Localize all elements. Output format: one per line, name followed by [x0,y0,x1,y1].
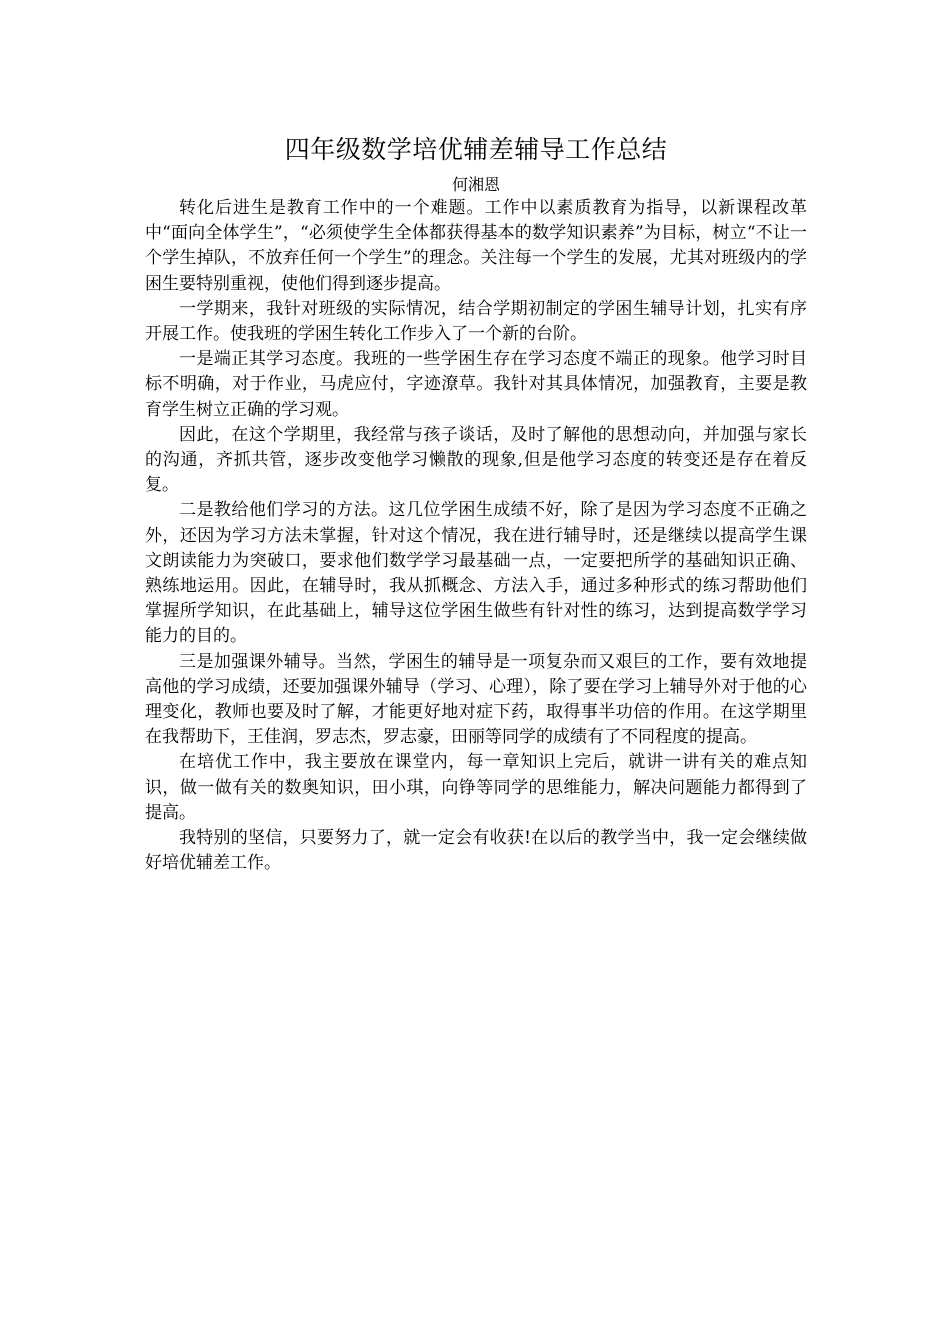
paragraph-8: 我特别的坚信，只要努力了，就一定会有收获!在以后的教学当中，我一定会继续做好培优辅差工作。 [145,828,807,874]
paragraph-2: 一学期来，我针对班级的实际情况，结合学期初制定的学困生辅导计划，扎实有序开展工作。使我班的学困生转化工作步入了一个新的台阶。 [145,298,807,345]
paragraph-3: 一是端正其学习态度。我班的一些学困生存在学习态度不端正的现象。他学习时目标不明确，对于作业，马虎应付，字迹潦草。我针对其具体情况，加强教育，主要是教育学生树立正确的学习观。 [145,349,807,420]
document-page [145,132,807,876]
document-author: 何湘恩 [451,175,500,194]
paragraph-4: 因此，在这个学期里，我经常与孩子谈话，及时了解他的思想动向，并加强与家长的沟通，齐抓共管，逐步改变他学习懒散的现象,但是他学习态度的转变还是存在着反复。 [145,424,807,496]
paragraph-5: 二是教给他们学习的方法。这几位学困生成绩不好，除了是因为学习态度不正确之外，还因为学习方法未掌握，针对这个情况，我在进行辅导时，还是继续以提高学生课文朗读能力为突破口，要求他们数学学习最基础一点，一定要把所学的基础知识正确、熟练地运用。因此，在辅导时，我从抓概念、方法入手，通过多种形式的练习帮助他们掌握所学知识，在此基础上，辅导这位学困生做些有针对性的练习，达到提高数学学习能力的目的。 [145,500,807,647]
paragraph-7: 在培优工作中，我主要放在课堂内，每一章知识上完后，就讲一讲有关的难点知识，做一做有关的数奥知识，田小琪，向铮等同学的思维能力，解决问题能力都得到了提高。 [145,752,807,823]
document-title: 四年级数学培优辅差辅导工作总结 [284,135,668,164]
paragraph-1: 转化后进生是教育工作中的一个难题。工作中以素质教育为指导，以新课程改革中“面向全体学生”，“必须使学生全体都获得基本的数学知识素养”为目标，树立“不让一个学生掉队，不放弃任何一个学生”的理念。关注每一个学生的发展，尤其对班级内的学困生要特别重视，使他们得到逐步提高。 [145,198,807,294]
paragraph-6: 三是加强课外辅导。当然，学困生的辅导是一项复杂而又艰巨的工作，要有效地提高他的学习成绩，还要加强课外辅导（学习、心理），除了要在学习上辅导外对于他的心理变化，教师也要及时了解，才能更好地对症下药，取得事半功倍的作用。在这学期里在我帮助下，王佳润，罗志杰，罗志豪，田丽等同学的成绩有了不同程度的提高。 [145,651,807,748]
